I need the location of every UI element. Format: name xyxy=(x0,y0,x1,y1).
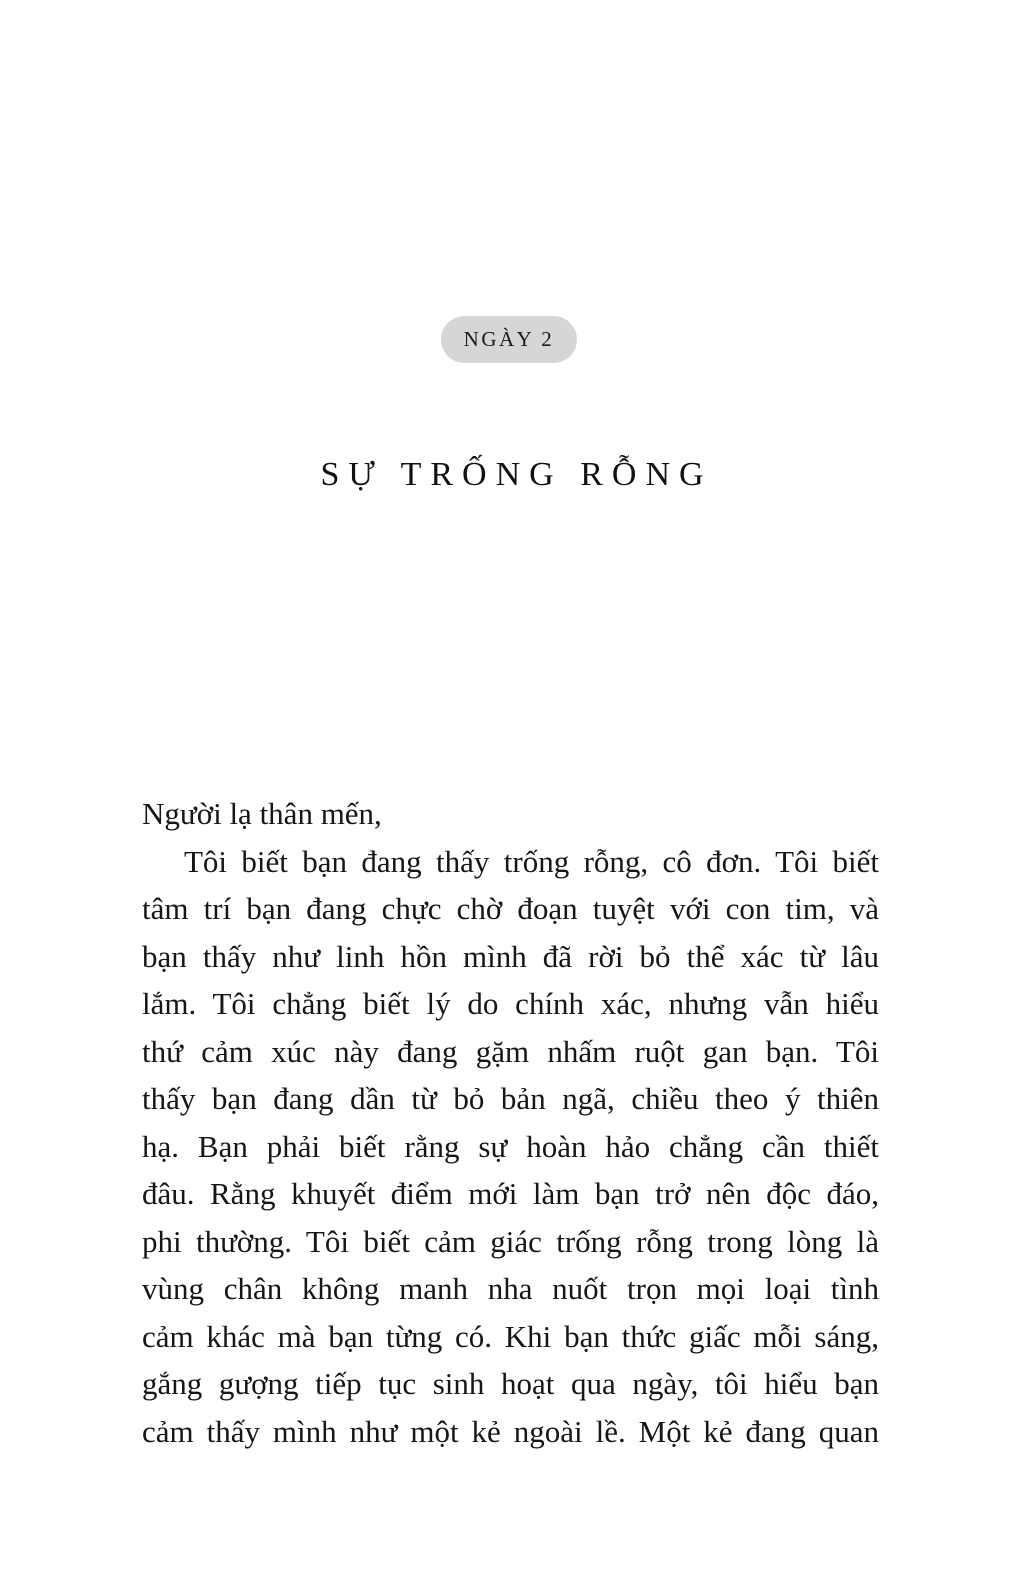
letter-body xyxy=(142,790,879,1455)
paragraph-line xyxy=(142,838,879,886)
paragraph-line xyxy=(142,1170,879,1218)
line-text: lắm. Tôi chẳng biết lý do chính xác, nhưng vẫn hiểu xyxy=(142,986,879,1021)
paragraph-line xyxy=(142,1313,879,1361)
paragraph-line xyxy=(142,1028,879,1076)
salutation-text: Người lạ thân mến, xyxy=(142,796,382,831)
paragraph-line xyxy=(142,933,879,981)
line-text: thấy bạn đang dần từ bỏ bản ngã, chiều theo ý thiên xyxy=(142,1081,879,1116)
paragraph-line xyxy=(142,1123,879,1171)
paragraph-line xyxy=(142,1360,879,1408)
paragraph-line xyxy=(142,1408,879,1456)
line-text: vùng chân không manh nha nuốt trọn mọi loại tình xyxy=(142,1271,879,1306)
paragraph-line xyxy=(142,1075,879,1123)
day-badge xyxy=(441,316,577,363)
line-text: tâm trí bạn đang chực chờ đoạn tuyệt với con tim, và xyxy=(142,891,879,926)
line-text: hạ. Bạn phải biết rằng sự hoàn hảo chẳng cần thiết xyxy=(142,1128,879,1164)
line-text: gắng gượng tiếp tục sinh hoạt qua ngày, tôi hiểu bạn xyxy=(142,1366,879,1401)
letter-salutation xyxy=(142,790,879,838)
line-text: đâu. Rằng khuyết điểm mới làm bạn trở nên độc đáo, xyxy=(142,1176,879,1211)
line-text: cảm khác mà bạn từng có. Khi bạn thức giấc mỗi sáng, xyxy=(142,1318,879,1354)
paragraph-line xyxy=(142,1265,879,1313)
chapter-title: SỰ TRỐNG RỖNG xyxy=(320,456,713,493)
paragraph-line xyxy=(142,885,879,933)
paragraph-line xyxy=(142,980,879,1028)
line-text: Tôi biết bạn đang thấy trống rỗng, cô đơn. Tôi biết xyxy=(184,843,879,879)
paragraph-line xyxy=(142,1218,879,1266)
day-badge-label: NGÀY 2 xyxy=(463,327,555,351)
line-text: cảm thấy mình như một kẻ ngoài lề. Một kẻ đang quan xyxy=(142,1413,879,1449)
line-text: thứ cảm xúc này đang gặm nhấm ruột gan bạn. Tôi xyxy=(142,1033,879,1069)
line-text: bạn thấy như linh hồn mình đã rời bỏ thể xác từ lâu xyxy=(142,938,879,974)
line-text: phi thường. Tôi biết cảm giác trống rỗng trong lòng là xyxy=(142,1223,879,1259)
